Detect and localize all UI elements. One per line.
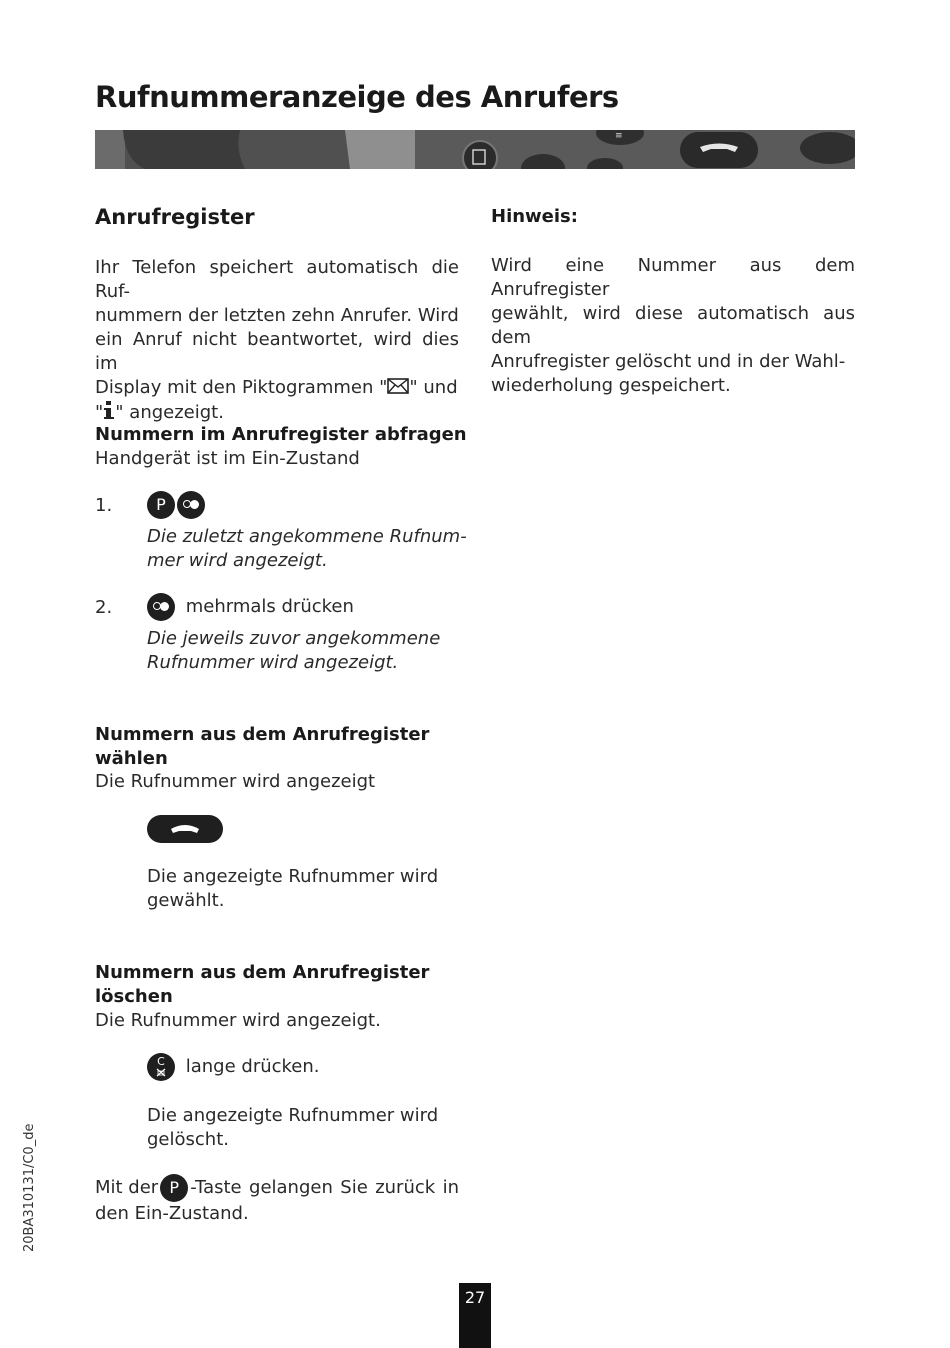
c-key-icon (147, 1053, 175, 1081)
intro-line: ein Anruf nicht beantwortet, wird dies im (95, 329, 459, 374)
document-code: 20BA310131/C0_de (22, 1123, 37, 1252)
intro-text: " (95, 402, 104, 423)
dial-desc-line: gewählt. (147, 890, 225, 911)
dial-heading-line: wählen (95, 748, 168, 769)
svg-text:≡: ≡ (615, 131, 623, 141)
delete-heading-line: löschen (95, 986, 173, 1007)
note-line: wiederholung gespeichert. (491, 375, 731, 396)
intro-line (95, 400, 459, 425)
handset-key-icon (147, 815, 223, 843)
step-number: 2. (95, 597, 113, 618)
step2-text: mehrmals drücken (185, 596, 354, 617)
step2-instruction (147, 593, 354, 621)
intro-text: " angezeigt. (115, 402, 224, 423)
delete-heading-line: Nummern aus dem Anrufregister (95, 962, 430, 983)
page-number: 27 (459, 1283, 491, 1348)
dial-heading-line: Nummern aus dem Anrufregister (95, 724, 430, 745)
c-key-text: lange drücken. (185, 1056, 320, 1077)
footer-text: Mit der (95, 1177, 159, 1198)
step1-keys (147, 491, 205, 519)
delete-desc-line: gelöscht. (147, 1129, 229, 1150)
step1-description (147, 525, 467, 573)
intro-line: Ihr Telefon speichert automatisch die Ruf- (95, 257, 459, 302)
intro-line (95, 376, 459, 400)
phone-keypad-banner-image (95, 130, 855, 169)
intro-paragraph (95, 256, 459, 425)
dial-description (147, 865, 438, 913)
query-heading: Nummern im Anrufregister abfragen (95, 424, 467, 445)
scroll-dots-icon (147, 593, 175, 621)
step2-desc-line: Rufnummer wird angezeigt. (147, 652, 399, 673)
step2-desc-line: Die jeweils zuvor angekommene (147, 628, 441, 649)
c-key-label: C (157, 1055, 165, 1068)
intro-line: nummern der letzten zehn Anrufer. Wird (95, 305, 459, 326)
note-line: Wird eine Nummer aus dem Anrufregister (491, 255, 855, 300)
note-heading: Hinweis: (491, 206, 578, 227)
dial-subtitle: Die Rufnummer wird angezeigt (95, 771, 376, 792)
footer-text: -Taste gelangen Sie zurück in (190, 1177, 459, 1198)
note-line: Anrufregister gelöscht und in der Wahl- (491, 351, 846, 372)
step2-description (147, 627, 440, 675)
p-key-icon: P (160, 1174, 188, 1202)
note-line: gewählt, wird diese automatisch aus dem (491, 303, 855, 348)
envelope-icon (387, 378, 409, 394)
info-i-icon (103, 400, 115, 420)
query-subtitle: Handgerät ist im Ein-Zustand (95, 448, 360, 469)
step1-desc-line: mer wird angezeigt. (147, 550, 328, 571)
footer-line: den Ein-Zustand. (95, 1203, 249, 1224)
scroll-dots-icon (177, 491, 205, 519)
p-key-icon: P (147, 491, 175, 519)
step1-desc-line: Die zuletzt angekommene Rufnum- (147, 526, 467, 547)
dial-heading (95, 723, 429, 771)
footer-paragraph (95, 1174, 459, 1226)
intro-text: " und (409, 377, 458, 398)
step-number: 1. (95, 495, 113, 516)
intro-text: Display mit den Piktogrammen " (95, 377, 388, 398)
delete-subtitle: Die Rufnummer wird angezeigt. (95, 1010, 381, 1031)
delete-heading (95, 961, 429, 1009)
delete-desc-line: Die angezeigte Rufnummer wird (147, 1105, 439, 1126)
note-paragraph (491, 254, 855, 398)
dial-desc-line: Die angezeigte Rufnummer wird (147, 866, 439, 887)
page-title: Rufnummeranzeige des Anrufers (95, 80, 619, 114)
delete-instruction (147, 1053, 320, 1081)
delete-description (147, 1104, 438, 1152)
section-heading-anrufregister: Anrufregister (95, 205, 255, 229)
footer-line (95, 1174, 459, 1202)
